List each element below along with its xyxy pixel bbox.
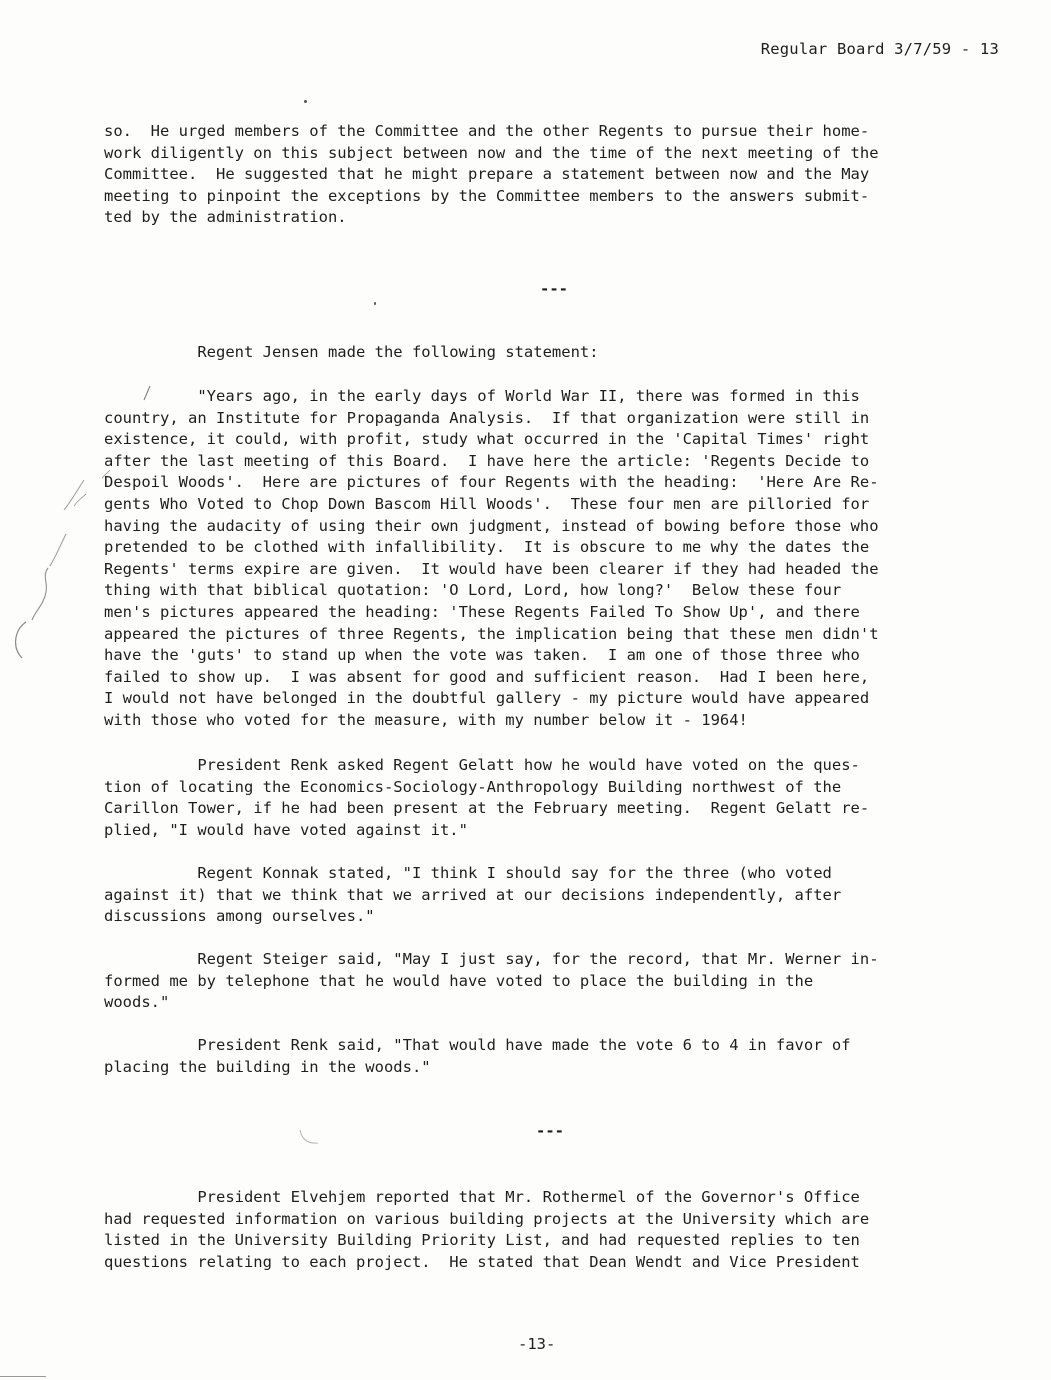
text-line: pretended to be clothed with infallibility. It is obscure to me why the dates the bbox=[104, 538, 870, 557]
text-line: placing the building in the woods." bbox=[104, 1057, 431, 1076]
text-line: plied, "I would have voted against it." bbox=[104, 820, 468, 839]
pen-curve-mark bbox=[298, 1128, 320, 1146]
text-line: tion of locating the Economics-Sociology-Anthropology Building northwest of the bbox=[104, 777, 842, 796]
text-line: ted by the administration. bbox=[104, 208, 347, 227]
text-line: woods." bbox=[104, 993, 170, 1012]
text-line: questions relating to each project. He stated that Dean Wendt and Vice President bbox=[104, 1252, 860, 1271]
paragraph-jensen-intro bbox=[104, 342, 1004, 364]
text-line: I would not have belonged in the doubtful gallery - my picture would have appeared bbox=[104, 689, 870, 708]
text-line: Regents' terms expire are given. It would have been clearer if they had headed the bbox=[104, 559, 879, 578]
text-line: meeting to pinpoint the exceptions by the Committee members to the answers submit- bbox=[104, 186, 870, 205]
paragraph-renk-vote bbox=[104, 1035, 1004, 1078]
handwritten-margin-note bbox=[2, 470, 112, 670]
text-line: with those who voted for the measure, with my number below it - 1964! bbox=[104, 710, 748, 729]
section-separator: --- bbox=[536, 1122, 564, 1140]
text-line: appeared the pictures of three Regents, the implication being that these men didn't bbox=[104, 624, 879, 643]
text-line: Regent Konnak stated, "I think I should say for the three (who voted bbox=[104, 864, 832, 882]
text-line: formed me by telephone that he would have voted to place the building in the bbox=[104, 971, 814, 990]
text-line: listed in the University Building Priority List, and had requested replies to ten bbox=[104, 1231, 860, 1250]
text-line: men's pictures appeared the heading: 'These Regents Failed To Show Up', and there bbox=[104, 602, 860, 621]
text-line: failed to show up. I was absent for good and sufficient reason. Had I been here, bbox=[104, 667, 870, 686]
page-edge-rule bbox=[0, 1376, 46, 1377]
text-line: Despoil Woods'. Here are pictures of four Regents with the heading: 'Here Are Re- bbox=[104, 473, 879, 492]
text-line: Carillon Tower, if he had been present at the February meeting. Regent Gelatt re- bbox=[104, 799, 870, 818]
text-line: Regent Jensen made the following statement: bbox=[104, 343, 599, 361]
text-line: so. He urged members of the Committee and the other Regents to pursue their home- bbox=[104, 122, 870, 140]
text-line: Regent Steiger said, "May I just say, for the record, that Mr. Werner in- bbox=[104, 950, 879, 968]
page-header: Regular Board 3/7/59 - 13 bbox=[760, 40, 999, 58]
page-number: -13- bbox=[518, 1335, 556, 1353]
text-line: President Elvehjem reported that Mr. Rothermel of the Governor's Office bbox=[104, 1188, 860, 1206]
paper-speck bbox=[304, 100, 307, 103]
paragraph-renk-gelatt bbox=[104, 755, 1004, 841]
text-line: thing with that biblical quotation: 'O Lord, Lord, how long?' Below these four bbox=[104, 581, 842, 600]
text-line: existence, it could, with profit, study what occurred in the 'Capital Times' right bbox=[104, 430, 870, 449]
pen-tick-mark bbox=[140, 384, 154, 402]
text-line: discussions among ourselves." bbox=[104, 907, 375, 926]
paragraph-elvehjem bbox=[104, 1187, 1004, 1273]
text-line: after the last meeting of this Board. I have here the article: 'Regents Decide to bbox=[104, 451, 870, 470]
paragraph-committee-homework bbox=[104, 121, 1004, 229]
text-line: President Renk said, "That would have made the vote 6 to 4 in favor of bbox=[104, 1036, 851, 1054]
text-line: country, an Institute for Propaganda Analysis. If that organization were still in bbox=[104, 408, 870, 427]
text-line: had requested information on various building projects at the University which are bbox=[104, 1209, 870, 1228]
text-line: President Renk asked Regent Gelatt how he would have voted on the ques- bbox=[104, 756, 860, 774]
text-line: against it) that we think that we arrived at our decisions independently, after bbox=[104, 885, 842, 904]
text-line: "Years ago, in the early days of World War II, there was formed in this bbox=[104, 387, 860, 405]
paper-speck bbox=[374, 302, 376, 305]
text-line: have the 'guts' to stand up when the vote was taken. I am one of those three who bbox=[104, 646, 860, 665]
section-separator: --- bbox=[540, 280, 568, 298]
paragraph-jensen-statement bbox=[104, 386, 1004, 732]
paragraph-steiger bbox=[104, 949, 1004, 1014]
text-line: gents Who Voted to Chop Down Bascom Hill Woods'. These four men are pilloried for bbox=[104, 494, 870, 513]
text-line: Committee. He suggested that he might prepare a statement between now and the May bbox=[104, 165, 870, 184]
text-line: work diligently on this subject between now and the time of the next meeting of the bbox=[104, 143, 879, 162]
text-line: having the audacity of using their own judgment, instead of bowing before those who bbox=[104, 516, 879, 535]
paragraph-konnak bbox=[104, 863, 1004, 928]
